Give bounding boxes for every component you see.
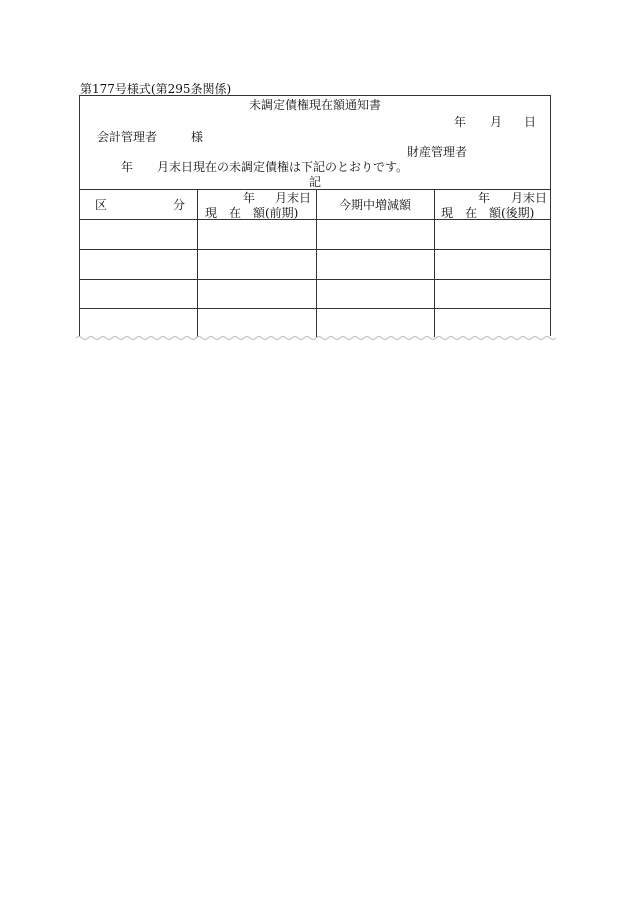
col-divider-1 (197, 189, 198, 337)
form-number: 第177号様式(第295条関係) (80, 82, 232, 96)
row-1-border (80, 249, 550, 250)
header-kubun-b: 分 (173, 198, 186, 212)
torn-edge-decoration (76, 334, 556, 342)
ki-label: 記 (308, 175, 321, 189)
col-divider-3 (434, 189, 435, 337)
header-prev-year: 年 (243, 191, 256, 205)
addressee-honorific: 様 (191, 130, 204, 144)
body-text: 月末日現在の未調定債権は下記のとおりです。 (157, 160, 409, 174)
header-prev-amount: 現 在 額(前期) (205, 206, 299, 220)
row-3-border (80, 308, 550, 309)
header-next-amount: 現 在 額(後期) (441, 206, 535, 220)
date-year: 年 (454, 115, 467, 129)
notice-form (79, 95, 551, 336)
document-title: 未調定債権現在額通知書 (248, 98, 381, 112)
row-2-border (80, 279, 550, 280)
table-top-border (80, 189, 550, 190)
addressee-label: 会計管理者 (97, 130, 158, 144)
date-day: 日 (524, 115, 537, 129)
sender-label: 財産管理者 (407, 145, 468, 159)
body-year: 年 (121, 160, 134, 174)
header-next-monthend: 月末日 (511, 191, 548, 205)
header-next-year: 年 (478, 191, 491, 205)
date-month: 月 (490, 115, 503, 129)
header-prev-monthend: 月末日 (275, 191, 312, 205)
header-kubun-a: 区 (95, 198, 108, 212)
header-change: 今期中増減額 (338, 198, 411, 212)
